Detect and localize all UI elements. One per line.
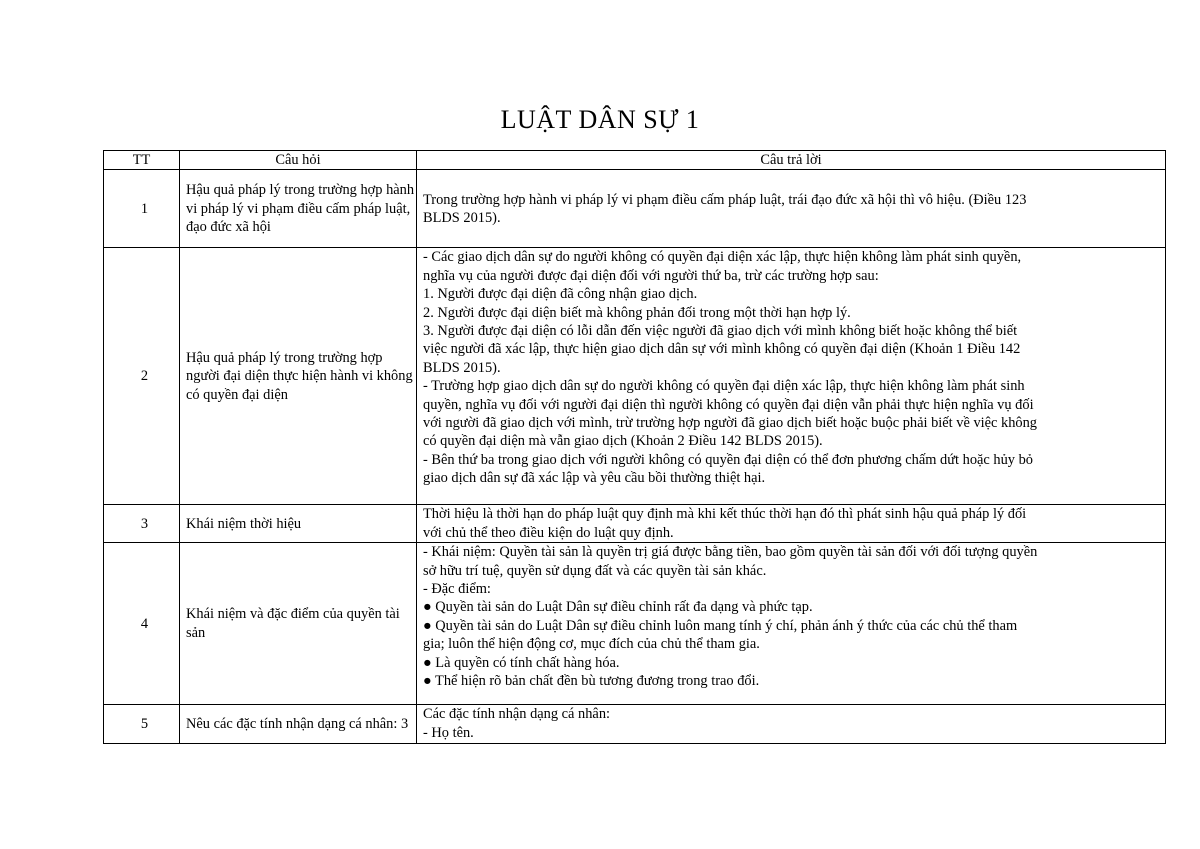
question-cell: Hậu quả pháp lý trong trường hợp hành vi pháp lý vi phạm điều cấm pháp luật, đạo đức xã hội	[180, 170, 417, 248]
answer-line: việc người đã xác lập, thực hiện giao dịch dân sự với mình không có quyền đại diện (Khoản 1 Điều 142	[423, 341, 1021, 358]
answer-line: ● Thể hiện rõ bản chất đền bù tương đương trong trao đổi.	[423, 673, 760, 690]
answer-line: 2. Người được đại diện biết mà không phản đối trong một thời hạn hợp lý.	[423, 304, 851, 321]
answer-line: với người đã giao dịch với mình, trừ trường hợp người đã giao dịch biết hoặc buộc phải biết về việc không	[423, 415, 1037, 432]
table-row	[104, 248, 1166, 505]
answer-line: - Khái niệm: Quyền tài sản là quyền trị giá được bằng tiền, bao gồm quyền tài sản đối với đối tượng quyền	[423, 544, 1038, 561]
answer-line: - Họ tên.	[423, 724, 474, 741]
answer-line: ● Quyền tài sản do Luật Dân sự điều chỉnh luôn mang tính ý chí, phản ánh ý thức của các chủ thể tham	[423, 617, 1018, 634]
table-row	[104, 170, 1166, 248]
document-title: LUẬT DÂN SỰ 1	[500, 105, 700, 134]
answer-line: 3. Người được đại diện có lỗi dẫn đến việc người đã giao dịch với mình không biết hoặc không thể biết	[423, 323, 1018, 340]
answer-line: giao dịch dân sự đã xác lập và yêu cầu bồi thường thiệt hại.	[423, 470, 766, 487]
answer-line: 1. Người được đại diện đã công nhận giao dịch.	[423, 286, 698, 303]
answer-line: Trong trường hợp hành vi pháp lý vi phạm điều cấm pháp luật, trái đạo đức xã hội thì vô hiệu. (Điều 123	[423, 191, 1027, 208]
answer-line: quyền, nghĩa vụ đối với người đại diện thì người không có quyền đại diện vẫn phải thực hiện nghĩa vụ đối	[423, 396, 1034, 413]
table-row	[104, 705, 1166, 744]
answer-line: - Bên thứ ba trong giao dịch với người không có quyền đại diện có thể đơn phương chấm dứt hoặc hủy bỏ	[423, 451, 1033, 468]
answer-line: có quyền đại diện mà vẫn giao dịch (Khoản 2 Điều 142 BLDS 2015).	[423, 433, 823, 450]
answer-line: - Các giao dịch dân sự do người không có quyền đại diện xác lập, thực hiện không làm phát sinh quyền,	[423, 249, 1022, 266]
answer-line: nghĩa vụ của người được đại diện đối với người thứ ba, trừ các trường hợp sau:	[423, 267, 879, 284]
answer-line: BLDS 2015).	[423, 359, 501, 376]
answer-line: Các đặc tính nhận dạng cá nhân:	[423, 706, 611, 723]
header-question: Câu hỏi	[180, 151, 417, 170]
answer-cell	[417, 170, 1166, 248]
question-cell: Nêu các đặc tính nhận dạng cá nhân: 3	[180, 705, 417, 744]
row-number: 3	[104, 505, 180, 543]
answer-line: - Đặc điểm:	[423, 581, 491, 598]
row-number: 4	[104, 543, 180, 705]
answer-cell	[417, 505, 1166, 543]
qa-table	[103, 150, 1166, 744]
table-row	[104, 543, 1166, 705]
row-number: 5	[104, 705, 180, 744]
table-header-row	[104, 151, 1166, 170]
answer-line: gia; luôn thể hiện động cơ, mục đích của chủ thể tham gia.	[423, 636, 760, 653]
answer-line: ● Quyền tài sản do Luật Dân sự điều chỉnh rất đa dạng và phức tạp.	[423, 599, 813, 616]
answer-line: với chủ thể theo điều kiện do luật quy định.	[423, 524, 674, 541]
answer-cell	[417, 248, 1166, 505]
answer-line: sở hữu trí tuệ, quyền sử dụng đất và các quyền tài sản khác.	[423, 562, 767, 579]
answer-cell	[417, 543, 1166, 705]
table-row	[104, 505, 1166, 543]
answer-line: Thời hiệu là thời hạn do pháp luật quy định mà khi kết thúc thời hạn đó thì phát sinh hậu quả pháp lý đối	[423, 506, 1027, 523]
question-cell: Hậu quả pháp lý trong trường hợp người đại diện thực hiện hành vi không có quyền đại diện	[180, 248, 417, 505]
question-cell: Khái niệm thời hiệu	[180, 505, 417, 543]
answer-line: BLDS 2015).	[423, 209, 501, 226]
answer-line: - Trường hợp giao dịch dân sự do người không có quyền đại diện xác lập, thực hiện không làm phát sinh	[423, 378, 1025, 395]
row-number: 1	[104, 170, 180, 248]
answer-line: ● Là quyền có tính chất hàng hóa.	[423, 654, 620, 671]
header-answer: Câu trả lời	[417, 151, 1166, 170]
answer-cell	[417, 705, 1166, 744]
question-cell: Khái niệm và đặc điểm của quyền tài sản	[180, 543, 417, 705]
row-number: 2	[104, 248, 180, 505]
header-tt: TT	[104, 151, 180, 170]
